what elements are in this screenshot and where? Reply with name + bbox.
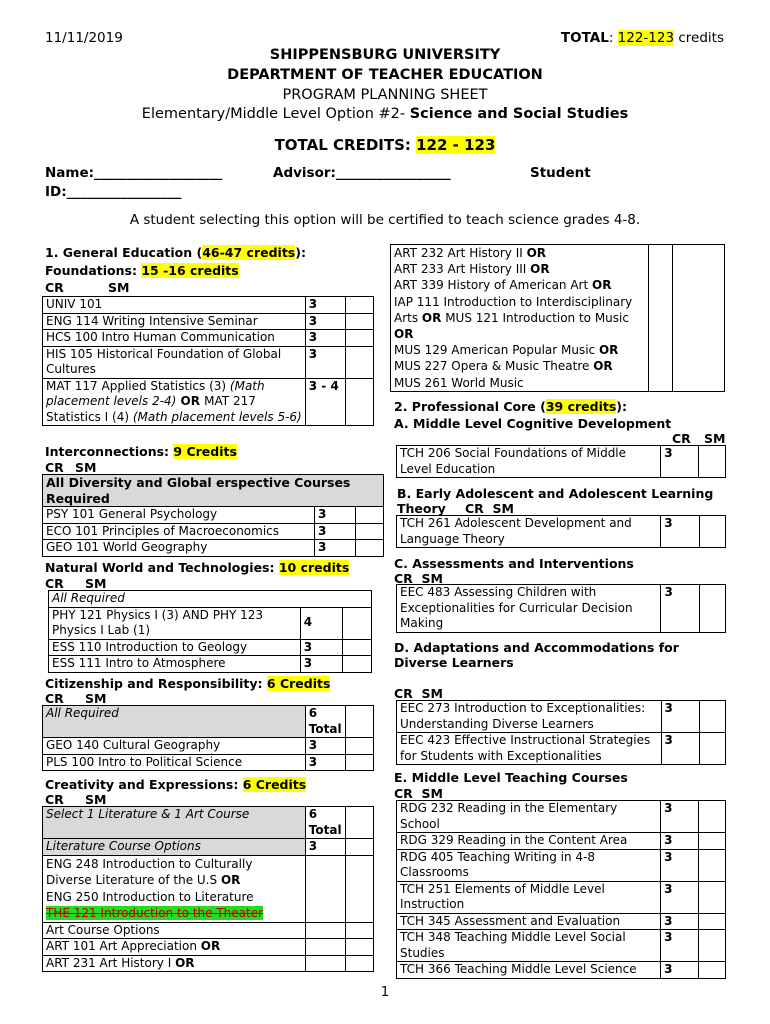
table-row (43, 297, 374, 314)
prof-prefix: 2. Professional Core ( (394, 399, 546, 414)
table-row (49, 639, 372, 656)
course-cr: 3 (314, 523, 355, 540)
art-course (43, 955, 306, 972)
section-e-table (396, 800, 726, 979)
advisor-blank: _________________ (335, 165, 451, 181)
gen-ed-title (45, 245, 306, 260)
course-name: ESS 111 Intro to Atmosphere (49, 656, 301, 673)
section-b-title: B. Early Adolescent and Adolescent Learning Theory (397, 486, 714, 516)
natural-required: All Required (49, 591, 372, 608)
course-sm[interactable] (345, 330, 373, 347)
citizenship-cr-header: CR (45, 691, 64, 706)
section-a-table (396, 445, 726, 478)
course-cr (305, 939, 345, 956)
option-prefix: Elementary/Middle Level Option #2- (141, 106, 410, 122)
course-name: RDG 405 Teaching Writing in 4-8 Classrooms (397, 849, 661, 881)
total-credits-title (0, 136, 770, 154)
course-sm[interactable] (699, 733, 725, 765)
or-text: OR (421, 310, 442, 325)
course-sm[interactable] (345, 855, 373, 922)
course-sm[interactable] (699, 849, 726, 881)
mus261-text: MUS 261 World Music (394, 375, 524, 390)
sm-label: SM (421, 686, 443, 701)
course-cr (305, 922, 345, 939)
id-label: ID: (45, 184, 67, 200)
section-b-cr-header (465, 501, 514, 516)
course-cr: 3 (661, 733, 699, 765)
table-row (397, 701, 726, 733)
course-sm[interactable] (699, 881, 726, 913)
table-row (397, 962, 726, 979)
course-cr: 3 (300, 656, 342, 673)
art233-text: ART 233 Art History III (394, 262, 531, 277)
creativity-select: Select 1 Literature & 1 Art Course (43, 807, 306, 839)
art339-text: ART 339 History of American Art (394, 278, 593, 293)
total-label: TOTAL (560, 30, 609, 46)
course-cr: 3 (661, 913, 699, 930)
interconnections-sm-header: SM (75, 460, 97, 475)
or-text: OR (526, 246, 547, 260)
table-row (397, 913, 726, 930)
table-row (43, 939, 374, 956)
total-unit: credits (678, 30, 724, 46)
table-row (43, 922, 374, 939)
citizenship-title (45, 676, 330, 691)
page-number: 1 (380, 985, 390, 1000)
course-sm[interactable] (355, 507, 383, 524)
gen-ed-prefix: 1. General Education ( (45, 245, 203, 260)
table-row (43, 475, 384, 507)
course-sm[interactable] (699, 962, 726, 979)
or-text: OR (394, 327, 414, 342)
course-name: ENG 114 Writing Intensive Seminar (43, 313, 306, 330)
natural-label: Natural World and Technologies: (45, 560, 279, 575)
course-name: EEC 423 Effective Instructional Strategies for Students with Exceptionalities (397, 733, 662, 765)
table-row (43, 738, 374, 755)
course-sm[interactable] (699, 833, 726, 850)
course-name: PSY 101 General Psychology (43, 507, 315, 524)
creativity-label: Creativity and Expressions: (45, 777, 243, 792)
section-d-title: D. Adaptations and Accommodations for Diverse Learners (394, 640, 679, 670)
cr-label: CR (394, 571, 413, 586)
interconnections-title (45, 444, 237, 459)
natural-credits: 10 credits (278, 560, 350, 575)
natural-sm-header: SM (85, 576, 107, 591)
course-name: TCH 206 Social Foundations of Middle Level Education (397, 446, 661, 478)
course-sm[interactable] (342, 639, 371, 656)
course-name: HIS 105 Historical Foundation of Global Cultures (43, 346, 306, 378)
cr-label: CR (394, 786, 413, 801)
the121-text: THE 121 Introduction to the Theater (46, 906, 264, 920)
table-row (43, 313, 374, 330)
advisor-label: Advisor: (273, 165, 336, 181)
section-e-cr-header (394, 786, 443, 801)
or-text: OR (176, 394, 205, 408)
natural-title (45, 560, 349, 575)
course-sm[interactable] (342, 656, 371, 673)
table-row (43, 955, 374, 972)
course-cr: 3 (661, 881, 699, 913)
course-name: TCH 348 Teaching Middle Level Social Studies (397, 930, 661, 962)
course-sm[interactable] (699, 930, 726, 962)
option-name: Science and Social Studies (409, 106, 629, 122)
course-sm[interactable] (699, 913, 726, 930)
course-sm[interactable] (699, 801, 726, 833)
creativity-table (42, 806, 374, 972)
lit-options: Literature Course Options (43, 839, 306, 856)
table-row (397, 446, 726, 478)
or-text: OR (200, 939, 221, 953)
foundations-credits: 15 -16 credits (141, 263, 239, 278)
course-name: EEC 483 Assessing Children with Exceptionalities for Curricular Decision Making (397, 585, 661, 633)
date: 11/11/2019 (45, 30, 123, 46)
lit-course-list (43, 855, 306, 922)
citizenship-sm-header: SM (85, 691, 107, 706)
course-cr: 3 (305, 346, 345, 378)
mus121-text: MUS 121 Introduction to Music (441, 310, 629, 325)
course-name: UNIV 101 (43, 297, 306, 314)
course-cr: 3 (661, 446, 699, 478)
table-row (49, 591, 372, 608)
or-text: OR (175, 955, 195, 970)
name-field[interactable] (45, 165, 222, 181)
foundations-label: Foundations: (45, 263, 142, 278)
course-cr: 3 (300, 639, 342, 656)
art231-text: ART 231 Art History I (46, 955, 176, 970)
art-options: Art Course Options (43, 922, 306, 939)
course-sm[interactable] (345, 297, 373, 314)
art-continuation-table (390, 244, 725, 392)
course-name: PLS 100 Intro to Political Science (43, 754, 306, 771)
table-row (397, 733, 726, 765)
citizenship-label: Citizenship and Responsibility: (45, 676, 267, 691)
table-row (43, 523, 384, 540)
or-text: OR (592, 278, 612, 293)
table-row (397, 585, 726, 633)
section-e-title: E. Middle Level Teaching Courses (394, 770, 628, 785)
certification-note: A student selecting this option will be certified to teach science grades 4-8. (129, 212, 641, 228)
sm-label: SM (421, 571, 443, 586)
table-row (397, 930, 726, 962)
course-sm[interactable] (699, 701, 725, 733)
table-row (397, 849, 726, 881)
table-row (397, 881, 726, 913)
course-cr: 3 - 4 (305, 378, 345, 426)
foundations-sm-header: SM (108, 280, 130, 295)
course-cr (305, 855, 345, 922)
natural-cr-header: CR (45, 576, 64, 591)
table-row (49, 607, 372, 639)
table-row (43, 540, 384, 557)
sm-label: SM (421, 786, 443, 801)
student-label: Student (530, 165, 591, 181)
university-title: SHIPPENSBURG UNIVERSITY (269, 47, 501, 63)
art101-text: ART 101 Art Appreciation (46, 939, 201, 953)
option-title (0, 106, 770, 122)
course-cr: 3 (661, 962, 699, 979)
or-text: OR (593, 359, 613, 374)
course-sm[interactable] (345, 738, 373, 755)
course-name (43, 378, 306, 426)
table-row (397, 801, 726, 833)
table-row (43, 330, 374, 347)
foundations-cr-header: CR (45, 280, 64, 295)
iap111-text: IAP 111 Introduction to Interdisciplinary Arts (394, 294, 633, 325)
prof-core-title (394, 399, 627, 414)
interconnections-cr-header: CR (45, 460, 64, 475)
course-name: GEO 140 Cultural Geography (43, 738, 306, 755)
table-row (397, 516, 726, 548)
or-text: OR (530, 262, 550, 277)
total-value: 122-123 (617, 30, 675, 46)
eng248-text: ENG 248 Introduction to Culturally Diverse Literature of the U.S (46, 856, 253, 887)
interconnections-credits: 9 Credits (173, 444, 237, 459)
course-name: TCH 251 Elements of Middle Level Instruction (397, 881, 661, 913)
section-c-title: C. Assessments and Interventions (394, 556, 634, 571)
course-name: RDG 232 Reading in the Elementary School (397, 801, 661, 833)
mat117-text: MAT 117 Applied Statistics (3) (46, 378, 230, 393)
table-row (49, 656, 372, 673)
cr-label: CR (465, 501, 484, 516)
creativity-credits: 6 Credits (242, 777, 307, 792)
course-cr: 3 (305, 330, 345, 347)
course-sm[interactable] (345, 939, 373, 956)
course-sm[interactable] (345, 313, 373, 330)
course-cr: 3 (661, 930, 699, 962)
natural-table (48, 590, 372, 673)
course-cr: 3 (314, 540, 355, 557)
course-cr: 3 (305, 754, 345, 771)
table-row (43, 754, 374, 771)
section-b-table (396, 515, 726, 548)
sm-label: SM (492, 501, 514, 516)
course-name: HCS 100 Intro Human Communication (43, 330, 306, 347)
table-row (43, 807, 374, 839)
course-name: ESS 110 Introduction to Geology (49, 639, 301, 656)
gen-ed-credits: 46-47 credits (202, 245, 296, 260)
course-cr (305, 955, 345, 972)
course-sm[interactable] (345, 378, 373, 426)
course-name: EEC 273 Introduction to Exceptionalities: Understanding Diverse Learners (397, 701, 662, 733)
citizenship-total: 6 Total (305, 706, 345, 738)
eng250-text: ENG 250 Introduction to Literature (46, 889, 254, 904)
course-sm[interactable] (345, 955, 373, 972)
course-cr: 3 (305, 313, 345, 330)
mat217-text: MAT 217 Statistics I (4) (46, 394, 256, 424)
course-cr (649, 245, 673, 392)
prof-suffix: ): (616, 399, 627, 414)
total-credits-header: TOTAL: 122-123 credits (560, 30, 724, 46)
or-text: OR (598, 343, 619, 358)
mat217-placement: (Math placement levels 5-6) (132, 409, 302, 424)
course-sm[interactable] (342, 607, 371, 639)
total-credits-value: 122 - 123 (416, 136, 496, 154)
course-sm[interactable] (355, 540, 383, 557)
course-cr: 3 (661, 801, 699, 833)
table-row (43, 839, 374, 856)
section-d-table (396, 700, 726, 765)
citizenship-credits: 6 Credits (266, 676, 331, 691)
course-cr: 3 (661, 585, 699, 633)
gen-ed-suffix: ): (295, 245, 306, 260)
art-course-list (391, 245, 649, 392)
table-row (43, 706, 374, 738)
citizenship-required: All Required (43, 706, 306, 738)
course-sm[interactable] (345, 807, 373, 839)
table-row (43, 507, 384, 524)
course-sm[interactable] (699, 585, 725, 633)
table-row (43, 855, 374, 922)
creativity-title (45, 777, 306, 792)
foundations-title (45, 263, 239, 278)
interconnections-label: Interconnections: (45, 444, 174, 459)
course-name: TCH 345 Assessment and Evaluation (397, 913, 661, 930)
art-course (43, 939, 306, 956)
course-name: PHY 121 Physics I (3) AND PHY 123 Physics I Lab (1) (49, 607, 301, 639)
course-sm[interactable] (699, 446, 726, 478)
course-cr: 3 (305, 297, 345, 314)
section-a-title: A. Middle Level Cognitive Development (394, 416, 672, 431)
table-row (43, 378, 374, 426)
mat117-placement: (Math placement levels 2-4) (46, 378, 265, 408)
course-sm[interactable] (673, 245, 725, 392)
course-cr: 3 (661, 833, 699, 850)
mus129-text: MUS 129 American Popular Music (394, 343, 599, 358)
sheet-title: PROGRAM PLANNING SHEET (282, 87, 488, 103)
course-cr: 3 (661, 849, 699, 881)
diversity-table (42, 474, 384, 557)
section-a-cr-header: CR (672, 431, 691, 446)
course-sm[interactable] (345, 922, 373, 939)
course-cr: 3 (305, 738, 345, 755)
course-cr: 4 (300, 607, 342, 639)
foundations-table (42, 296, 374, 426)
department-title: DEPARTMENT OF TEACHER EDUCATION (227, 67, 543, 83)
name-label: Name: (45, 165, 95, 181)
mus227-text: MUS 227 Opera & Music Theatre (394, 359, 594, 374)
section-a-sm-header: SM (704, 431, 726, 446)
creativity-sm-header: SM (85, 792, 107, 807)
or-text: OR (220, 873, 241, 887)
course-name: ECO 101 Principles of Macroeconomics (43, 523, 315, 540)
section-d-cr-header (394, 686, 443, 701)
course-sm[interactable] (345, 754, 373, 771)
course-sm[interactable] (355, 523, 383, 540)
table-row (397, 833, 726, 850)
advisor-field[interactable] (273, 165, 451, 181)
course-cr: 3 (661, 516, 699, 548)
course-name: RDG 329 Reading in the Content Area (397, 833, 661, 850)
course-cr: 3 (314, 507, 355, 524)
prof-credits: 39 credits (545, 399, 617, 414)
cr-label: CR (394, 686, 413, 701)
section-c-table (396, 584, 726, 633)
id-field[interactable] (45, 184, 181, 200)
course-cr: 3 (661, 701, 699, 733)
creativity-cr-header: CR (45, 792, 64, 807)
table-row (391, 245, 725, 392)
creativity-total: 6 Total (305, 807, 345, 839)
course-name: GEO 101 World Geography (43, 540, 315, 557)
course-name: TCH 261 Adolescent Development and Language Theory (397, 516, 661, 548)
course-sm[interactable] (345, 839, 373, 856)
art232-text: ART 232 Art History II (394, 246, 527, 260)
course-sm[interactable] (345, 706, 373, 738)
total-credits-label: TOTAL CREDITS: (274, 136, 417, 154)
course-name: TCH 366 Teaching Middle Level Science (397, 962, 661, 979)
name-blank: ___________________ (94, 165, 223, 181)
course-sm[interactable] (345, 346, 373, 378)
citizenship-table (42, 705, 374, 771)
table-row (43, 346, 374, 378)
diversity-header: All Diversity and Global erspective Courses Required (43, 475, 384, 507)
id-blank: _________________ (66, 184, 182, 200)
lit-cr: 3 (305, 839, 345, 856)
course-sm[interactable] (699, 516, 726, 548)
